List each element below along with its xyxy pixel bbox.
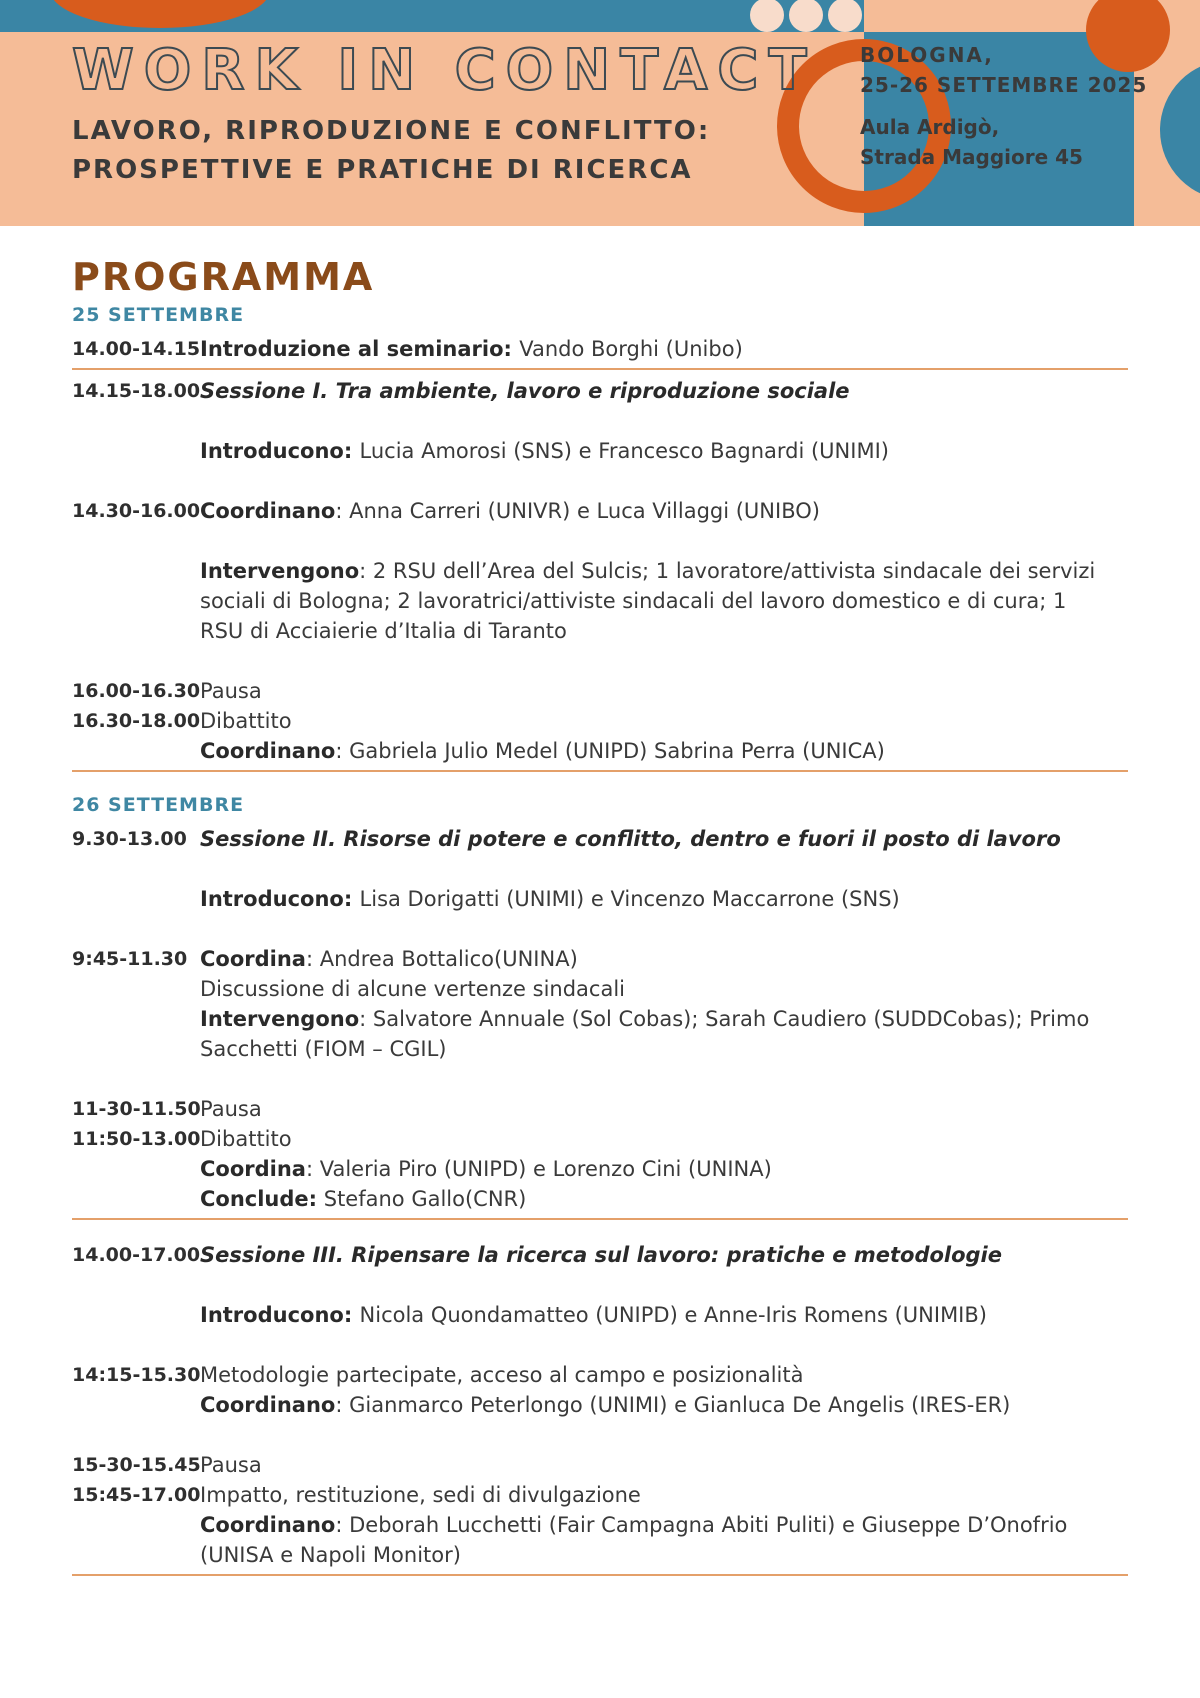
day-label: 25 SETTEMBRE xyxy=(72,304,245,326)
content-line xyxy=(200,1300,1128,1330)
content-text: Dibattito xyxy=(200,1127,292,1151)
program-section xyxy=(72,252,1128,1582)
day-label: 26 SETTEMBRE xyxy=(72,794,245,816)
content-label: Coordinano xyxy=(200,499,336,523)
program-day xyxy=(72,792,1128,1576)
content-line xyxy=(200,736,1128,766)
row-gap xyxy=(72,1270,1128,1300)
event-subtitle-line2: PROSPETTIVE E PRATICHE DI RICERCA xyxy=(72,155,693,185)
schedule-content xyxy=(200,496,1128,526)
schedule-row xyxy=(72,1450,1128,1480)
content-label: Sessione III. Ripensare la ricerca sul lavoro: pratiche e metodologie xyxy=(200,1243,1002,1267)
schedule-row xyxy=(72,1360,1128,1420)
content-text: Sacchetti (FIOM – CGIL) xyxy=(200,1037,447,1061)
schedule-content xyxy=(200,1360,1128,1420)
content-text: sociali di Bologna; 2 lavoratrici/attiviste sindacali del lavoro domestico e di cura; 1 xyxy=(200,589,1067,613)
time-slot: 16.00-16.30 xyxy=(72,680,201,702)
content-line xyxy=(200,436,1128,466)
content-line xyxy=(200,496,1128,526)
content-text: Vando Borghi (Unibo) xyxy=(519,337,743,361)
schedule-content xyxy=(200,1124,1128,1214)
content-label: Coordinano xyxy=(200,1513,336,1537)
schedule-content xyxy=(200,1094,1128,1124)
content-text: Metodologie partecipate, acceso al campo e posizionalità xyxy=(200,1363,804,1387)
event-subtitle-line1: LAVORO, RIPRODUZIONE E CONFLITTO: xyxy=(72,116,711,146)
content-line xyxy=(200,334,1128,364)
content-label: Introduzione al seminario: xyxy=(200,337,520,361)
schedule-content xyxy=(200,556,1128,646)
content-line xyxy=(200,1540,1128,1570)
content-label: Coordinano xyxy=(200,739,336,763)
content-label: Intervengono xyxy=(200,559,360,583)
content-text: Discussione di alcune vertenze sindacali xyxy=(200,977,626,1001)
program-day xyxy=(72,302,1128,772)
row-gap xyxy=(72,466,1128,496)
content-line xyxy=(200,706,1128,736)
time-slot: 11-30-11.50 xyxy=(72,1098,201,1120)
content-line xyxy=(200,1124,1128,1154)
content-text: (UNISA e Napoli Monitor) xyxy=(200,1543,461,1567)
content-label: Sessione I. Tra ambiente, lavoro e riproduzione sociale xyxy=(200,379,850,403)
header-banner xyxy=(0,0,1200,226)
schedule-content xyxy=(200,706,1128,766)
schedule-row xyxy=(72,676,1128,706)
content-line xyxy=(200,1510,1128,1540)
content-text: : Valeria Piro (UNIPD) e Lorenzo Cini (UNINA) xyxy=(305,1157,772,1181)
time-slot: 15-30-15.45 xyxy=(72,1454,201,1476)
content-label: Sessione II. Risorse di potere e conflitto, dentro e fuori il posto di lavoro xyxy=(200,827,1061,851)
content-label: Intervengono xyxy=(200,1007,360,1031)
content-text: Nicola Quondamatteo (UNIPD) e Anne-Iris Romens (UNIMIB) xyxy=(359,1303,987,1327)
time-slot: 14.30-16.00 xyxy=(72,500,201,522)
content-text: Impatto, restituzione, sedi di divulgazione xyxy=(200,1483,641,1507)
schedule-content xyxy=(200,436,1128,466)
section-divider xyxy=(72,368,1128,370)
content-line xyxy=(200,824,1128,854)
schedule-content xyxy=(200,334,1128,364)
header-graphics xyxy=(0,0,1200,226)
program-days xyxy=(72,302,1128,1576)
content-line xyxy=(200,376,1128,406)
event-city: BOLOGNA, xyxy=(860,43,994,67)
content-line xyxy=(200,1154,1128,1184)
time-slot: 14.00-17.00 xyxy=(72,1244,201,1266)
program-title: PROGRAMMA xyxy=(72,255,375,299)
schedule-row xyxy=(72,824,1128,854)
content-text: Lucia Amorosi (SNS) e Francesco Bagnardi (UNIMI) xyxy=(359,439,889,463)
content-text: Dibattito xyxy=(200,709,292,733)
content-line xyxy=(200,1184,1128,1214)
content-line xyxy=(200,1480,1128,1510)
section-divider xyxy=(72,770,1128,772)
schedule-content xyxy=(200,884,1128,914)
schedule-row xyxy=(72,1094,1128,1124)
content-text: RSU di Acciaierie d’Italia di Taranto xyxy=(200,619,567,643)
content-text: : Deborah Lucchetti (Fair Campagna Abiti Puliti) e Giuseppe D’Onofrio xyxy=(335,1513,1068,1537)
schedule-content xyxy=(200,376,1128,406)
content-text: : Gianmarco Peterlongo (UNIMI) e Gianluca De Angelis (IRES-ER) xyxy=(335,1393,1011,1417)
row-gap xyxy=(72,1064,1128,1094)
content-text: Pausa xyxy=(200,1453,262,1477)
time-slot: 15:45-17.00 xyxy=(72,1484,201,1506)
content-line xyxy=(200,944,1128,974)
content-line xyxy=(200,1034,1128,1064)
content-text: : 2 RSU dell’Area del Sulcis; 1 lavoratore/attivista sindacale dei servizi xyxy=(359,559,1096,583)
schedule-row xyxy=(72,1124,1128,1214)
schedule-row xyxy=(72,556,1128,646)
content-text: Pausa xyxy=(200,1097,262,1121)
section-divider xyxy=(72,1574,1128,1576)
day-spacer xyxy=(72,778,1128,792)
content-label: Introducono: xyxy=(200,439,360,463)
row-gap xyxy=(72,1420,1128,1450)
schedule-row xyxy=(72,496,1128,526)
schedule-row xyxy=(72,376,1128,406)
content-line xyxy=(200,1094,1128,1124)
schedule-content xyxy=(200,676,1128,706)
schedule-row xyxy=(72,944,1128,1064)
schedule-row xyxy=(72,334,1128,364)
content-text: : Anna Carreri (UNIVR) e Luca Villaggi (UNIBO) xyxy=(335,499,820,523)
content-line xyxy=(200,1390,1128,1420)
schedule-content xyxy=(200,824,1128,854)
row-gap xyxy=(72,854,1128,884)
content-label: Coordina xyxy=(200,947,306,971)
time-slot: 14.15-18.00 xyxy=(72,380,201,402)
content-label: Coordinano xyxy=(200,1393,336,1417)
content-line xyxy=(200,676,1128,706)
row-gap xyxy=(72,1330,1128,1360)
content-text: Pausa xyxy=(200,679,262,703)
event-dates: 25-26 SETTEMBRE 2025 xyxy=(860,73,1148,97)
section-divider xyxy=(72,1218,1128,1220)
content-line xyxy=(200,586,1128,616)
schedule-content xyxy=(200,944,1128,1064)
schedule-row xyxy=(72,706,1128,766)
schedule-row xyxy=(72,436,1128,466)
schedule-row xyxy=(72,1480,1128,1570)
content-line xyxy=(200,1004,1128,1034)
event-venue-line1: Aula Ardigò, xyxy=(860,115,1000,139)
event-venue-line2: Strada Maggiore 45 xyxy=(860,145,1083,169)
content-line xyxy=(200,556,1128,586)
row-gap xyxy=(72,646,1128,676)
event-wordmark: WORK IN CONTACT xyxy=(72,38,817,103)
content-text: : Andrea Bottalico(UNINA) xyxy=(305,947,578,971)
schedule-content xyxy=(200,1240,1128,1270)
row-gap xyxy=(72,526,1128,556)
content-line xyxy=(200,974,1128,1004)
time-slot: 14:15-15.30 xyxy=(72,1364,201,1386)
time-slot: 14.00-14.15 xyxy=(72,338,201,360)
schedule-row xyxy=(72,1240,1128,1270)
time-slot: 16.30-18.00 xyxy=(72,710,201,732)
schedule-row xyxy=(72,884,1128,914)
schedule-content xyxy=(200,1450,1128,1480)
row-gap xyxy=(72,406,1128,436)
schedule-content xyxy=(200,1300,1128,1330)
content-line xyxy=(200,1240,1128,1270)
schedule-content xyxy=(200,1480,1128,1570)
content-label: Introducono: xyxy=(200,1303,360,1327)
content-label: Conclude: xyxy=(200,1187,318,1211)
schedule-row xyxy=(72,1300,1128,1330)
content-line xyxy=(200,884,1128,914)
content-text: : Salvatore Annuale (Sol Cobas); Sarah Caudiero (SUDDCobas); Primo xyxy=(359,1007,1090,1031)
content-line xyxy=(200,1450,1128,1480)
time-slot: 9:45-11.30 xyxy=(72,948,188,970)
content-line xyxy=(200,1360,1128,1390)
time-slot: 9.30-13.00 xyxy=(72,828,187,850)
content-text: Stefano Gallo(CNR) xyxy=(317,1187,527,1211)
content-line xyxy=(200,616,1128,646)
content-label: Introducono: xyxy=(200,887,360,911)
row-gap xyxy=(72,1226,1128,1240)
row-gap xyxy=(72,914,1128,944)
content-text: Lisa Dorigatti (UNIMI) e Vincenzo Maccarrone (SNS) xyxy=(359,887,900,911)
time-slot: 11:50-13.00 xyxy=(72,1128,201,1150)
content-text: : Gabriela Julio Medel (UNIPD) Sabrina Perra (UNICA) xyxy=(335,739,885,763)
content-label: Coordina xyxy=(200,1157,306,1181)
